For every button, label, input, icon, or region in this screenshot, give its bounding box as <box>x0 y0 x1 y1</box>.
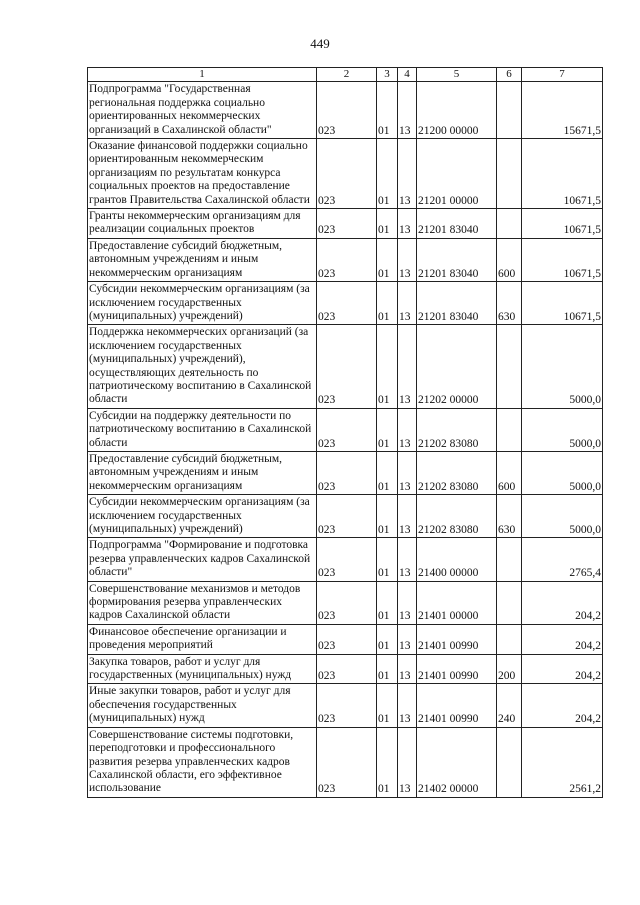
section-code: 01 <box>377 209 398 239</box>
table-row <box>88 451 603 494</box>
subsection-code: 13 <box>398 408 417 451</box>
section-code: 01 <box>377 139 398 209</box>
subsection-code: 13 <box>398 581 417 624</box>
expense-type-code <box>497 538 522 581</box>
amount-value: 204,2 <box>522 624 603 654</box>
item-name: Гранты некоммерческим организациям для реализации социальных проектов <box>88 209 317 239</box>
ministry-code: 023 <box>317 82 377 139</box>
table-row <box>88 282 603 325</box>
expense-type-code: 630 <box>497 495 522 538</box>
column-header: 5 <box>417 68 497 82</box>
amount-value: 2765,4 <box>522 538 603 581</box>
column-header: 3 <box>377 68 398 82</box>
ministry-code: 023 <box>317 408 377 451</box>
amount-value: 5000,0 <box>522 325 603 408</box>
expense-type-code <box>497 581 522 624</box>
subsection-code: 13 <box>398 538 417 581</box>
budget-table-body <box>88 68 603 798</box>
target-article-code: 21401 00000 <box>417 581 497 624</box>
expense-type-code: 240 <box>497 684 522 727</box>
amount-value: 2561,2 <box>522 727 603 797</box>
item-name: Предоставление субсидий бюджетным, автономным учреждениям и иным некоммерческим организациям <box>88 451 317 494</box>
item-name: Подпрограмма "Государственная региональная поддержка социально ориентированных некоммерческих организаций в Сахалинской области" <box>88 82 317 139</box>
target-article-code: 21201 83040 <box>417 282 497 325</box>
table-row <box>88 581 603 624</box>
expense-type-code <box>497 209 522 239</box>
subsection-code: 13 <box>398 209 417 239</box>
ministry-code: 023 <box>317 581 377 624</box>
target-article-code: 21401 00990 <box>417 624 497 654</box>
section-code: 01 <box>377 538 398 581</box>
column-number-row <box>88 68 603 82</box>
subsection-code: 13 <box>398 727 417 797</box>
table-row <box>88 624 603 654</box>
item-name: Субсидии некоммерческим организациям (за исключением государственных (муниципальных) учреждений) <box>88 495 317 538</box>
expense-type-code: 600 <box>497 451 522 494</box>
section-code: 01 <box>377 282 398 325</box>
item-name: Совершенствование механизмов и методов формирования резерва управленческих кадров Сахалинской области <box>88 581 317 624</box>
subsection-code: 13 <box>398 624 417 654</box>
target-article-code: 21401 00990 <box>417 654 497 684</box>
ministry-code: 023 <box>317 624 377 654</box>
column-header: 1 <box>88 68 317 82</box>
item-name: Совершенствование системы подготовки, переподготовки и профессионального развития резерва управленческих кадров Сахалинской области, его эффективное использование <box>88 727 317 797</box>
subsection-code: 13 <box>398 654 417 684</box>
section-code: 01 <box>377 624 398 654</box>
ministry-code: 023 <box>317 209 377 239</box>
amount-value: 204,2 <box>522 684 603 727</box>
section-code: 01 <box>377 727 398 797</box>
item-name: Оказание финансовой поддержки социально ориентированным некоммерческим организациям по результатам конкурса социальных проектов на предоставление грантов Правительства Сахалинской области <box>88 139 317 209</box>
ministry-code: 023 <box>317 325 377 408</box>
table-row <box>88 684 603 727</box>
ministry-code: 023 <box>317 139 377 209</box>
expense-type-code <box>497 82 522 139</box>
expense-type-code: 630 <box>497 282 522 325</box>
amount-value: 10671,5 <box>522 139 603 209</box>
expense-type-code <box>497 325 522 408</box>
amount-value: 5000,0 <box>522 451 603 494</box>
ministry-code: 023 <box>317 238 377 281</box>
item-name: Подпрограмма "Формирование и подготовка резерва управленческих кадров Сахалинской области" <box>88 538 317 581</box>
target-article-code: 21400 00000 <box>417 538 497 581</box>
section-code: 01 <box>377 408 398 451</box>
ministry-code: 023 <box>317 654 377 684</box>
target-article-code: 21202 83080 <box>417 495 497 538</box>
expense-type-code: 200 <box>497 654 522 684</box>
ministry-code: 023 <box>317 727 377 797</box>
item-name: Закупка товаров, работ и услуг для государственных (муниципальных) нужд <box>88 654 317 684</box>
table-row <box>88 139 603 209</box>
table-row <box>88 82 603 139</box>
ministry-code: 023 <box>317 495 377 538</box>
target-article-code: 21402 00000 <box>417 727 497 797</box>
subsection-code: 13 <box>398 451 417 494</box>
subsection-code: 13 <box>398 684 417 727</box>
table-row <box>88 538 603 581</box>
section-code: 01 <box>377 654 398 684</box>
expense-type-code <box>497 139 522 209</box>
ministry-code: 023 <box>317 538 377 581</box>
table-row <box>88 654 603 684</box>
budget-table <box>87 67 603 798</box>
amount-value: 10671,5 <box>522 238 603 281</box>
target-article-code: 21401 00990 <box>417 684 497 727</box>
section-code: 01 <box>377 684 398 727</box>
amount-value: 5000,0 <box>522 408 603 451</box>
table-row <box>88 209 603 239</box>
target-article-code: 21200 00000 <box>417 82 497 139</box>
target-article-code: 21202 83080 <box>417 451 497 494</box>
section-code: 01 <box>377 495 398 538</box>
item-name: Финансовое обеспечение организации и проведения мероприятий <box>88 624 317 654</box>
item-name: Поддержка некоммерческих организаций (за исключением государственных (муниципальных) учреждений), осуществляющих деятельность по патриотическому воспитанию в Сахалинской области <box>88 325 317 408</box>
amount-value: 15671,5 <box>522 82 603 139</box>
subsection-code: 13 <box>398 82 417 139</box>
expense-type-code: 600 <box>497 238 522 281</box>
target-article-code: 21201 83040 <box>417 209 497 239</box>
item-name: Субсидии на поддержку деятельности по патриотическому воспитанию в Сахалинской области <box>88 408 317 451</box>
section-code: 01 <box>377 82 398 139</box>
item-name: Предоставление субсидий бюджетным, автономным учреждениям и иным некоммерческим организациям <box>88 238 317 281</box>
amount-value: 204,2 <box>522 654 603 684</box>
section-code: 01 <box>377 238 398 281</box>
table-row <box>88 495 603 538</box>
expense-type-code <box>497 624 522 654</box>
item-name: Иные закупки товаров, работ и услуг для обеспечения государственных (муниципальных) нужд <box>88 684 317 727</box>
subsection-code: 13 <box>398 495 417 538</box>
table-row <box>88 238 603 281</box>
column-header: 4 <box>398 68 417 82</box>
expense-type-code <box>497 408 522 451</box>
target-article-code: 21201 00000 <box>417 139 497 209</box>
column-header: 7 <box>522 68 603 82</box>
section-code: 01 <box>377 581 398 624</box>
table-row <box>88 727 603 797</box>
table-row <box>88 325 603 408</box>
ministry-code: 023 <box>317 684 377 727</box>
ministry-code: 023 <box>317 451 377 494</box>
amount-value: 5000,0 <box>522 495 603 538</box>
subsection-code: 13 <box>398 325 417 408</box>
page-number: 449 <box>310 36 330 51</box>
ministry-code: 023 <box>317 282 377 325</box>
amount-value: 10671,5 <box>522 282 603 325</box>
item-name: Субсидии некоммерческим организациям (за исключением государственных (муниципальных) учреждений) <box>88 282 317 325</box>
amount-value: 204,2 <box>522 581 603 624</box>
target-article-code: 21202 83080 <box>417 408 497 451</box>
target-article-code: 21201 83040 <box>417 238 497 281</box>
target-article-code: 21202 00000 <box>417 325 497 408</box>
column-header: 6 <box>497 68 522 82</box>
section-code: 01 <box>377 325 398 408</box>
section-code: 01 <box>377 451 398 494</box>
table-row <box>88 408 603 451</box>
subsection-code: 13 <box>398 282 417 325</box>
column-header: 2 <box>317 68 377 82</box>
subsection-code: 13 <box>398 238 417 281</box>
amount-value: 10671,5 <box>522 209 603 239</box>
expense-type-code <box>497 727 522 797</box>
subsection-code: 13 <box>398 139 417 209</box>
